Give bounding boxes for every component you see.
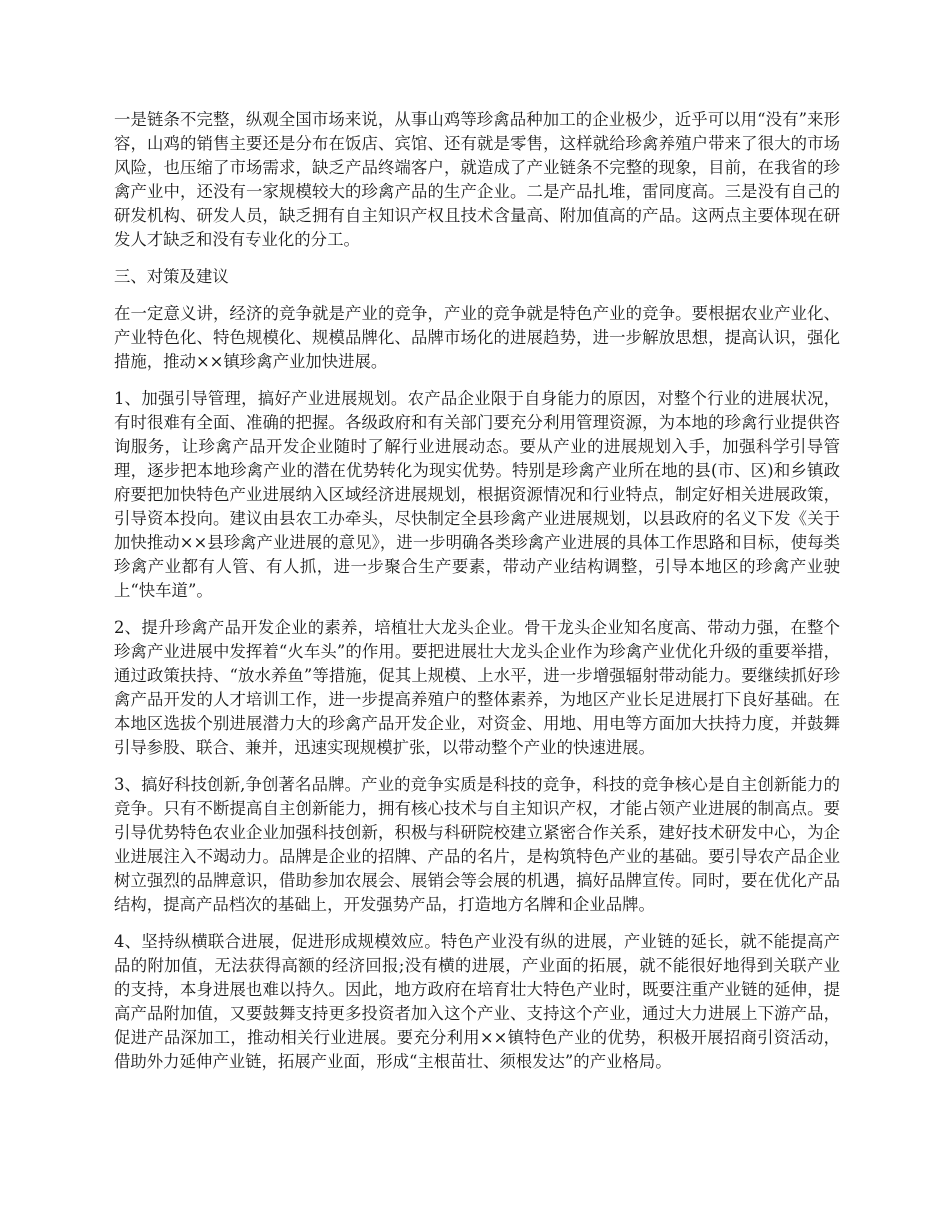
paragraph-item-4: 4、坚持纵横联合进展，促进形成规模效应。特色产业没有纵的进展，产业链的延长，就不能提高产品的附加值，无法获得高额的经济回报;没有横的进展，产业面的拓展，就不能很好地得到关联产业的支持，本身进展也难以持久。因此，地方政府在培育壮大特色产业时，既要注重产业链的延伸，提高产品附加值，又要鼓舞支持更多投资者加入这个产业、支持这个产业，通过大力进展上下游产品，促进产品深加工，推动相关行业进展。要充分利用××镇特色产业的优势，积极开展招商引资活动，借助外力延伸产业链，拓展产业面，形成“主根苗壮、须根发达”的产业格局。 (114, 932, 840, 1071)
paragraph-item-1: 1、加强引导管理，搞好产业进展规划。农产品企业限于自身能力的原因，对整个行业的进展状况，有时很难有全面、准确的把握。各级政府和有关部门要充分利用管理资源，为本地的珍禽行业提供咨询服务，让珍禽产品开发企业随时了解行业进展动态。要从产业的进展规划入手，加强科学引导管理，逐步把本地珍禽产业的潜在优势转化为现实优势。特别是珍禽产业所在地的县(市、区)和乡镇政府要把加快特色产业进展纳入区域经济进展规划，根据资源情况和行业特点，制定好相关进展政策，引导资本投向。建议由县农工办牵头，尽快制定全县珍禽产业进展规划，以县政府的名义下发《关于加快推动××县珍禽产业进展的意见》，进一步明确各类珍禽产业进展的具体工作思路和目标，使每类珍禽产业都有人管、有人抓，进一步聚合生产要素，带动产业结构调整，引导本地区的珍禽产业驶上“快车道”。 (114, 389, 840, 600)
paragraph-item-3: 3、搞好科技创新,争创著名品牌。产业的竞争实质是科技的竞争，科技的竞争核心是自主创新能力的竞争。只有不断提高自主创新能力，拥有核心技术与自主知识产权，才能占领产业进展的制高点。要引导优势特色农业企业加强科技创新，积极与科研院校建立紧密合作关系，建好技术研发中心，为企业进展注入不竭动力。品牌是企业的招牌、产品的名片，是构筑特色产业的基础。要引导农产品企业树立强烈的品牌意识，借助参加农展会、展销会等会展的机遇，搞好品牌宣传。同时，要在优化产品结构，提高产品档次的基础上，开发强势产品，打造地方名牌和企业品牌。 (114, 775, 840, 914)
paragraph-item-2: 2、提升珍禽产品开发企业的素养，培植壮大龙头企业。骨干龙头企业知名度高、带动力强，在整个珍禽产业进展中发挥着“火车头”的作用。要把进展壮大龙头企业作为珍禽产业优化升级的重要举措，通过政策扶持、“放水养鱼”等措施，促其上规模、上水平，进一步增强辐射带动能力。要继续抓好珍禽产品开发的人才培训工作，进一步提高养殖户的整体素养，为地区产业长足进展打下良好基础。在本地区选拔个别进展潜力大的珍禽产品开发企业，对资金、用地、用电等方面加大扶持力度，并鼓舞引导参股、联合、兼并，迅速实现规模扩张，以带动整个产业的快速进展。 (114, 618, 840, 757)
paragraph-problems: 一是链条不完整，纵观全国市场来说，从事山鸡等珍禽品种加工的企业极少，近乎可以用“没有”来形容，山鸡的销售主要还是分布在饭店、宾馆、还有就是零售，这样就给珍禽养殖户带来了很大的市场风险，也压缩了市场需求，缺乏产品终端客户，就造成了产业链条不完整的现象，目前，在我省的珍禽产业中，还没有一家规模较大的珍禽产品的生产企业。二是产品扎堆，雷同度高。三是没有自己的研发机构、研发人员，缺乏拥有自主知识产权且技术含量高、附加值高的产品。这两点主要体现在研发人才缺乏和没有专业化的分工。 (114, 110, 840, 249)
section-heading: 三、对策及建议 (114, 267, 229, 286)
document-body (114, 108, 840, 1087)
paragraph-intro: 在一定意义讲，经济的竞争就是产业的竞争，产业的竞争就是特色产业的竞争。要根据农业产业化、产业特色化、特色规模化、规模品牌化、品牌市场化的进展趋势，进一步解放思想，提高认识，强化措施，推动××镇珍禽产业加快进展。 (114, 304, 840, 371)
